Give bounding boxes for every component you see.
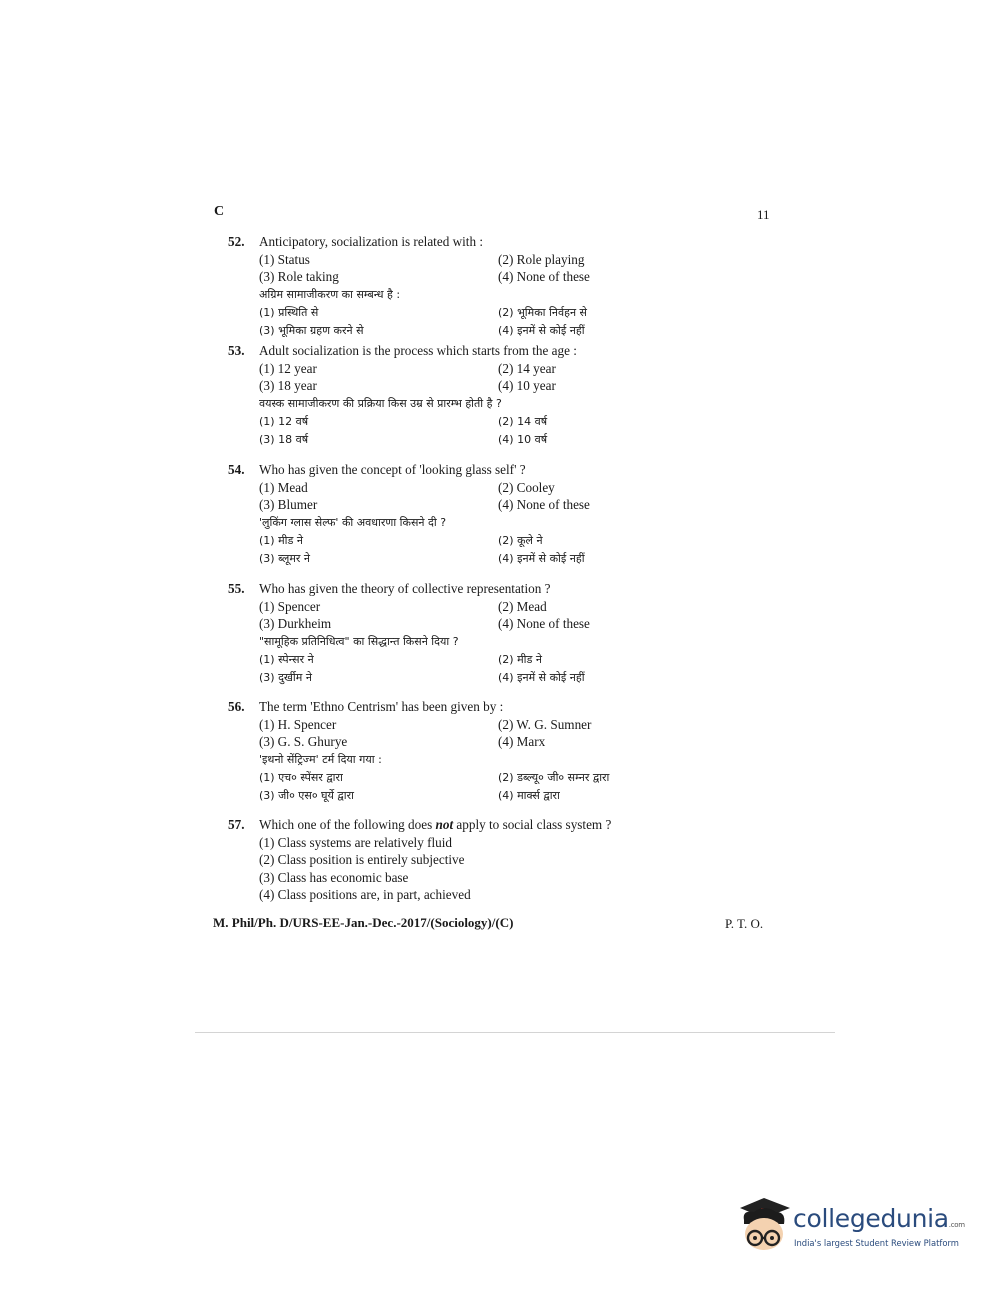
question-text: Who has given the theory of collective representation ? [259, 581, 551, 596]
option-hindi: (2) डब्ल्यू० जी० सम्नर द्वारा [498, 770, 610, 784]
option-hindi: (4) इनमें से कोई नहीं [498, 552, 585, 565]
question-55 [228, 580, 788, 688]
option: (3) Blumer [259, 497, 318, 512]
option-hindi: (4) 10 वर्ष [498, 433, 548, 446]
question-53 [228, 342, 788, 450]
paper-code: M. Phil/Ph. D/URS-EE-Jan.-Dec.-2017/(Sociology)/(C) [213, 915, 514, 930]
option-hindi: (3) जी० एस० घूर्ये द्वारा [259, 789, 354, 802]
collegedunia-watermark [736, 1196, 965, 1260]
option-hindi: (4) इनमें से कोई नहीं [498, 671, 585, 684]
brand-name: collegedunia [793, 1204, 949, 1233]
question-text: Who has given the concept of 'looking glass self' ? [259, 462, 526, 477]
question-number: 52. [228, 234, 245, 249]
question-number: 57. [228, 817, 245, 832]
option: (4) Class positions are, in part, achieved [259, 887, 471, 902]
option-hindi: (1) मीड ने [259, 533, 303, 547]
options-english [259, 598, 788, 633]
option-hindi: (1) एच० स्पेंसर द्वारा [259, 770, 343, 784]
option: (1) Class systems are relatively fluid [259, 834, 453, 850]
option: (4) None of these [498, 616, 590, 631]
brand-tagline: India's largest Student Review Platform [794, 1238, 959, 1248]
option: (3) 18 year [259, 378, 317, 393]
option: (1) H. Spencer [259, 716, 337, 732]
question-number: 54. [228, 462, 245, 477]
options-hindi [259, 769, 788, 806]
option: (2) W. G. Sumner [498, 716, 592, 732]
question-text-hindi: 'लुकिंग ग्लास सेल्फ' की अवधारणा किसने दी ? [259, 515, 447, 529]
question-56 [228, 698, 788, 806]
option: (1) Status [259, 251, 310, 267]
question-text [259, 816, 788, 834]
option-hindi: (1) 12 वर्ष [259, 414, 309, 428]
option: (1) Spencer [259, 598, 321, 614]
brand-wordmark [793, 1204, 965, 1233]
option: (4) None of these [498, 269, 590, 284]
option-hindi: (2) 14 वर्ष [498, 414, 548, 428]
page-number: 11 [757, 207, 770, 222]
question-54 [228, 461, 788, 569]
question-number: 53. [228, 343, 245, 358]
option: (1) Mead [259, 479, 308, 495]
set-code: C [214, 204, 225, 219]
brand-suffix: .com [948, 1221, 965, 1229]
options-english [259, 834, 788, 904]
emphasis-not: not [435, 817, 454, 832]
option: (2) Mead [498, 598, 547, 614]
question-text-hindi: 'इथनो सेंट्रिज्म' टर्म दिया गया : [259, 752, 382, 766]
option: (2) Cooley [498, 479, 555, 495]
option: (4) None of these [498, 497, 590, 512]
option: (2) Class position is entirely subjective [259, 852, 465, 867]
option-hindi: (1) स्पेन्सर ने [259, 652, 314, 666]
question-number: 56. [228, 699, 245, 714]
option: (4) 10 year [498, 378, 556, 393]
option: (4) Marx [498, 734, 546, 749]
option: (3) G. S. Ghurye [259, 734, 348, 749]
options-english [259, 360, 788, 395]
question-text-hindi: वयस्क सामाजीकरण की प्रक्रिया किस उम्र से प्रारम्भ होती है ? [259, 396, 502, 410]
question-text-part: Which one of the following does [259, 817, 436, 832]
option: (3) Class has economic base [259, 869, 409, 885]
option-hindi: (3) भूमिका ग्रहण करने से [259, 324, 364, 337]
question-52 [228, 233, 788, 341]
option: (3) Durkheim [259, 616, 332, 631]
options-english [259, 251, 788, 286]
options-hindi [259, 651, 788, 688]
option-hindi: (4) इनमें से कोई नहीं [498, 324, 585, 337]
option-hindi: (2) मीड ने [498, 652, 542, 666]
question-number: 55. [228, 581, 245, 596]
options-english [259, 479, 788, 514]
option: (1) 12 year [259, 360, 317, 376]
question-text: The term 'Ethno Centrism' has been given by : [259, 699, 504, 714]
question-text: Adult socialization is the process which starts from the age : [259, 343, 577, 358]
question-text: Anticipatory, socialization is related with : [259, 234, 483, 249]
question-text-part: apply to social class system ? [453, 817, 612, 832]
pto-label: P. T. O. [725, 916, 764, 931]
option: (3) Role taking [259, 269, 339, 284]
question-text-hindi: "सामूहिक प्रतिनिधित्व" का सिद्धान्त किसने दिया ? [259, 634, 459, 648]
options-hindi [259, 532, 788, 569]
options-hindi [259, 304, 788, 341]
option-hindi: (1) प्रस्थिति से [259, 305, 319, 319]
options-hindi [259, 413, 788, 450]
question-57 [228, 816, 788, 904]
mascot-logo-icon [736, 1196, 792, 1260]
option-hindi: (2) कूले ने [498, 533, 543, 547]
option-hindi: (3) 18 वर्ष [259, 433, 309, 446]
options-english [259, 716, 788, 751]
scan-divider [195, 1032, 835, 1033]
option-hindi: (3) ब्लूमर ने [259, 552, 311, 565]
option-hindi: (4) मार्क्स द्वारा [498, 789, 560, 802]
question-text-hindi: अग्रिम सामाजीकरण का सम्बन्ध है : [259, 287, 401, 301]
option: (2) 14 year [498, 360, 556, 376]
option: (2) Role playing [498, 251, 585, 267]
option-hindi: (2) भूमिका निर्वहन से [498, 305, 587, 319]
option-hindi: (3) दुर्खीम ने [259, 671, 312, 684]
